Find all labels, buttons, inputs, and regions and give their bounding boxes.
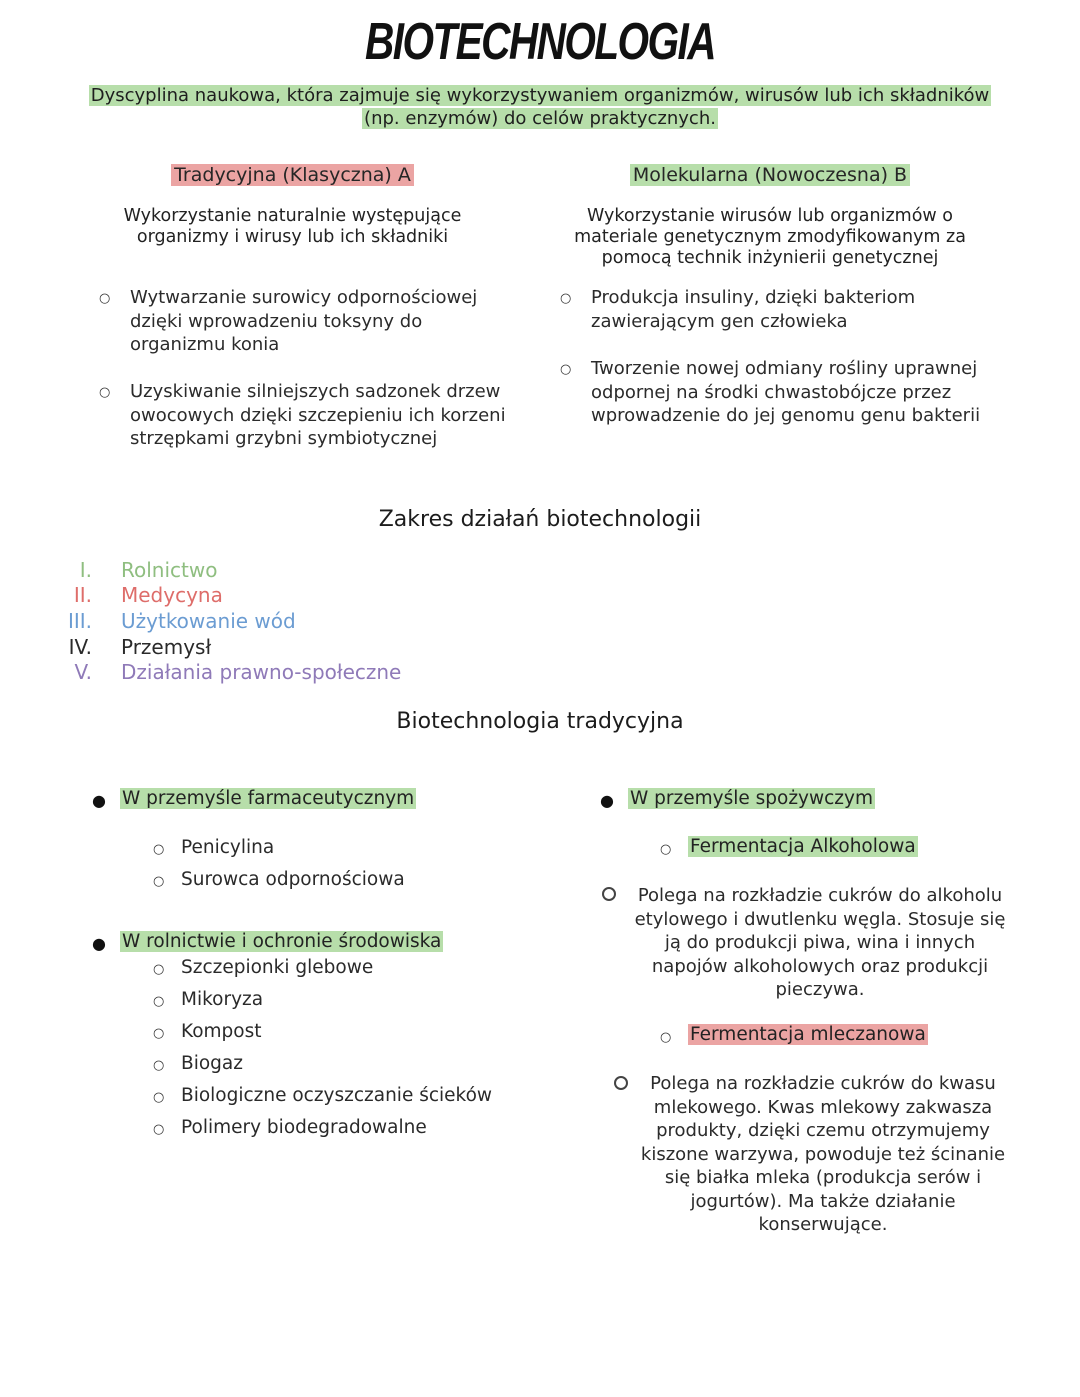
circle-bullet-icon: ○ bbox=[560, 291, 572, 306]
scope-title: Zakres działań biotechnologii bbox=[378, 507, 702, 532]
agri-item: Szczepionki glebowe bbox=[181, 957, 374, 978]
molecular-heading bbox=[585, 163, 955, 187]
traditional-example: Uzyskiwanie silniejszych sadzonek drzew owocowych dzięki szczepieniu ich korzeni strzępkami grzybni symbiotycznej bbox=[130, 381, 506, 449]
traditional-section-title: Biotechnologia tradycyjna bbox=[396, 709, 684, 734]
bullet-dot-icon: ● bbox=[600, 791, 614, 810]
bullet-dot-icon: ● bbox=[92, 791, 106, 810]
text-line: mlekowego. Kwas mlekowy zakwasza bbox=[653, 1096, 993, 1118]
agri-item: Kompost bbox=[181, 1021, 262, 1042]
definition-text: Dyscyplina naukowa, która zajmuje się wykorzystywaniem organizmów, wirusów lub ich składników (np. enzymów) do celów praktycznych. bbox=[90, 85, 990, 129]
agri-heading: W rolnictwie i ochronie środowiska bbox=[122, 931, 442, 952]
traditional-description bbox=[90, 206, 495, 248]
traditional-heading-text: Tradycyjna (Klasyczna) A bbox=[171, 164, 414, 186]
roman-numeral: IV. bbox=[68, 635, 92, 659]
circle-bullet-icon: ○ bbox=[153, 1026, 165, 1041]
circle-bullet-icon: ○ bbox=[153, 1058, 165, 1073]
scope-item-legal-social: Działania prawno-społeczne bbox=[121, 660, 402, 684]
text-line: etylowego i dwutlenku węgla. Stosuje się bbox=[634, 908, 1006, 930]
circle-bullet-icon: ○ bbox=[660, 1030, 672, 1045]
traditional-example: Wytwarzanie surowicy odpornościowej dzięki wprowadzeniu toksyny do organizmu konia bbox=[130, 287, 478, 355]
text-line: produkty, dzięki czemu otrzymujemy bbox=[656, 1120, 990, 1141]
circle-bullet-icon: ○ bbox=[153, 1122, 165, 1137]
agri-item: Polimery biodegradowalne bbox=[181, 1117, 427, 1138]
pharma-item: Surowca odpornościowa bbox=[181, 869, 405, 890]
text-line: jogurtów). Ma także działanie bbox=[690, 1190, 956, 1212]
text-line: napojów alkoholowych oraz produkcji bbox=[651, 955, 989, 977]
page-title: BIOTECHNOLOGIA bbox=[365, 13, 715, 71]
molecular-desc-line: Wykorzystanie wirusów lub organizmów o bbox=[587, 206, 953, 226]
text-line: konserwujące. bbox=[758, 1214, 888, 1235]
circle-bullet-icon: ○ bbox=[560, 362, 572, 377]
agri-item: Biologiczne oczyszczanie ścieków bbox=[181, 1085, 493, 1106]
roman-numeral: II. bbox=[73, 583, 92, 607]
scope-item-industry: Przemysł bbox=[121, 635, 212, 659]
molecular-example: Tworzenie nowej odmiany rośliny uprawnej odpornej na środki chwastobójcze przez wprowadzenie do jej genomu genu bakterii bbox=[591, 358, 981, 426]
molecular-heading-text: Molekularna (Nowoczesna) B bbox=[630, 164, 910, 186]
definition bbox=[70, 84, 1010, 130]
agri-item: Mikoryza bbox=[181, 989, 264, 1010]
bullet-dot-icon: ● bbox=[92, 934, 106, 953]
scope-item-agriculture: Rolnictwo bbox=[121, 558, 218, 582]
lactic-fermentation-heading: Fermentacja mleczanowa bbox=[690, 1024, 926, 1045]
text-line: Polega na rozkładzie cukrów do alkoholu bbox=[637, 885, 1003, 906]
roman-numeral: I. bbox=[79, 558, 92, 582]
traditional-desc-line: organizmy i wirusy lub ich składniki bbox=[136, 227, 449, 247]
molecular-description bbox=[550, 206, 990, 269]
circle-bullet-icon: ○ bbox=[99, 291, 111, 306]
text-line: ją do produkcji piwa, wina i innych bbox=[664, 932, 976, 953]
scope-item-medicine: Medycyna bbox=[121, 583, 223, 607]
molecular-desc-line: pomocą technik inżynierii genetycznej bbox=[601, 248, 939, 268]
circle-bullet-icon: ○ bbox=[153, 842, 165, 857]
roman-numeral: III. bbox=[67, 609, 92, 633]
circle-bullet-icon: ○ bbox=[660, 842, 672, 857]
circle-bullet-icon: ○ bbox=[99, 385, 111, 400]
food-heading: W przemyśle spożywczym bbox=[630, 788, 873, 809]
lactic-fermentation-text bbox=[618, 1072, 1028, 1237]
alcohol-fermentation-text bbox=[610, 884, 1030, 1002]
traditional-heading bbox=[110, 163, 475, 187]
circle-bullet-icon: ○ bbox=[153, 962, 165, 977]
agri-item: Biogaz bbox=[181, 1053, 243, 1074]
traditional-desc-line: Wykorzystanie naturalnie występujące bbox=[123, 206, 462, 226]
molecular-desc-line: materiale genetycznym zmodyfikowanym za bbox=[574, 227, 966, 247]
scope-item-water: Użytkowanie wód bbox=[121, 609, 296, 633]
molecular-example: Produkcja insuliny, dzięki bakteriom zawierającym gen człowieka bbox=[591, 287, 916, 332]
text-line: kiszone warzywa, powoduje też ścinanie bbox=[640, 1143, 1006, 1165]
text-line: pieczywa. bbox=[775, 979, 865, 1000]
text-line: Polega na rozkładzie cukrów do kwasu bbox=[650, 1073, 996, 1094]
pharma-heading: W przemyśle farmaceutycznym bbox=[122, 788, 415, 809]
circle-bullet-icon: ○ bbox=[153, 874, 165, 889]
text-line: się białka mleka (produkcja serów i bbox=[664, 1167, 982, 1188]
pharma-item: Penicylina bbox=[181, 837, 275, 858]
circle-bullet-icon: ○ bbox=[153, 1090, 165, 1105]
circle-bullet-icon: ○ bbox=[153, 994, 165, 1009]
roman-numeral: V. bbox=[74, 660, 92, 684]
alcohol-fermentation-heading: Fermentacja Alkoholowa bbox=[690, 836, 916, 857]
